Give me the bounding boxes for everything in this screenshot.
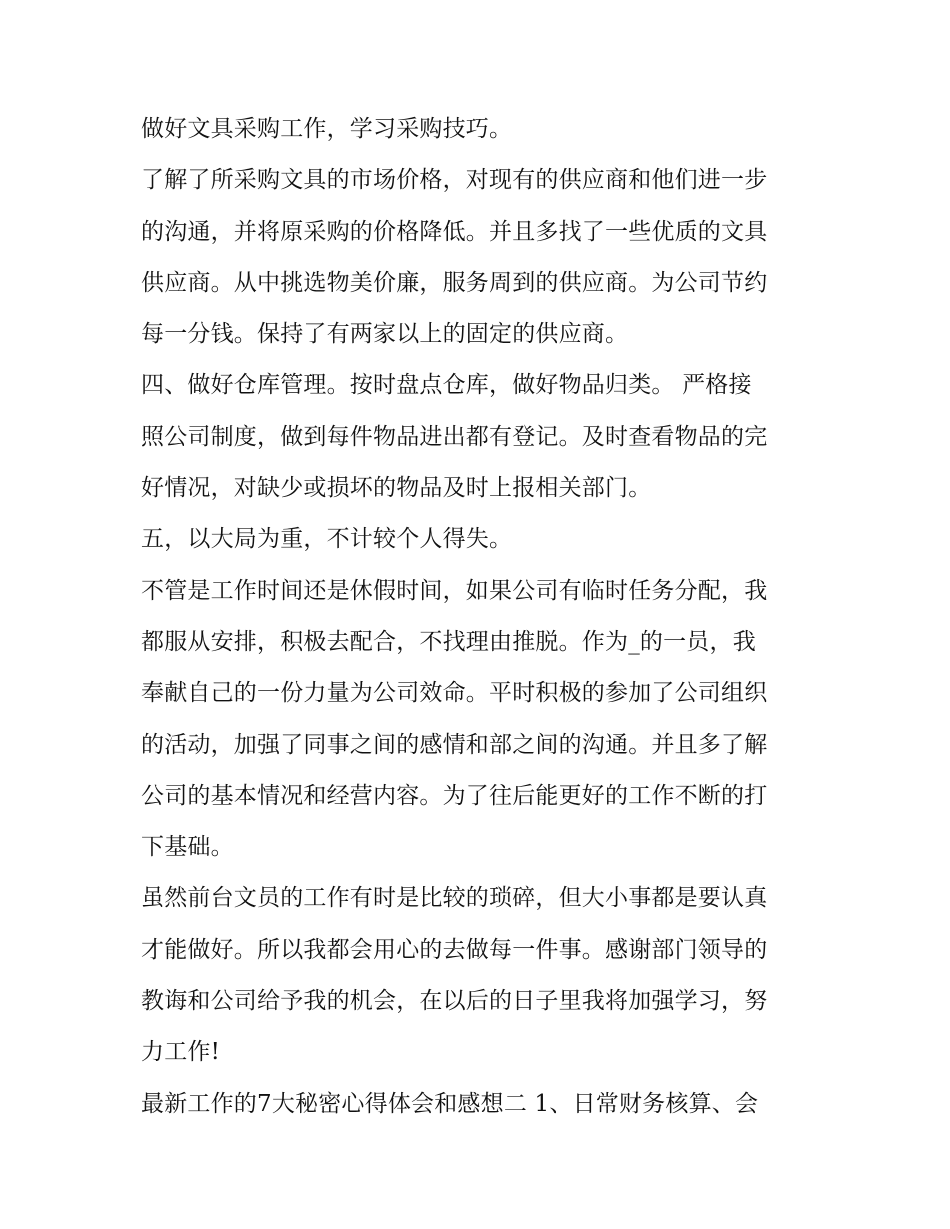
- text-line: 的沟通，并将原采购的价格降低。并且多找了一些优质的文具: [141, 218, 768, 245]
- text-line: 做好文具采购工作，学习采购技巧。: [141, 116, 513, 142]
- text-line: 奉献自己的一份力量为公司效命。平时积极的参加了公司组织: [141, 680, 768, 707]
- text-line: 供应商。从中挑选物美价廉，服务周到的供应商。为公司节约: [141, 269, 768, 296]
- text-line: 好情况，对缺少或损坏的物品及时上报相关部门。: [141, 475, 652, 502]
- text-line: 才能做好。所以我都会用心的去做每一件事。感谢部门领导的: [141, 936, 768, 963]
- text-line: 教诲和公司给予我的机会，在以后的日子里我将加强学习，努: [141, 988, 768, 1015]
- text-line: 都服从安排，积极去配合，不找理由推脱。作为_的一员，我: [141, 628, 756, 655]
- text-line: 虽然前台文员的工作有时是比较的琐碎，但大小事都是要认真: [141, 885, 768, 912]
- document-body: [141, 104, 821, 1130]
- text-line: 了解了所采购文具的市场价格，对现有的供应商和他们进一步: [141, 167, 768, 194]
- text-line: 力工作!: [141, 1039, 221, 1066]
- text-line: 照公司制度，做到每件物品进出都有登记。及时查看物品的完: [141, 423, 768, 450]
- text-line: 公司的基本情况和经营内容。为了往后能更好的工作不断的打: [141, 782, 768, 809]
- text-line: 下基础。: [141, 834, 234, 861]
- text-line: 的活动，加强了同事之间的感情和部之间的沟通。并且多了解: [141, 731, 768, 758]
- text-line: 四、做好仓库管理。按时盘点仓库，做好物品归类。 严格接: [141, 372, 752, 399]
- text-line: 不管是工作时间还是休假时间，如果公司有临时任务分配，我: [141, 577, 768, 604]
- text-line: 最新工作的7大秘密心得体会和感想二 1、日常财务核算、会: [141, 1090, 759, 1117]
- text-line: 五，以大局为重，不计较个人得失。: [141, 526, 513, 553]
- text-line: 每一分钱。保持了有两家以上的固定的供应商。: [141, 321, 629, 348]
